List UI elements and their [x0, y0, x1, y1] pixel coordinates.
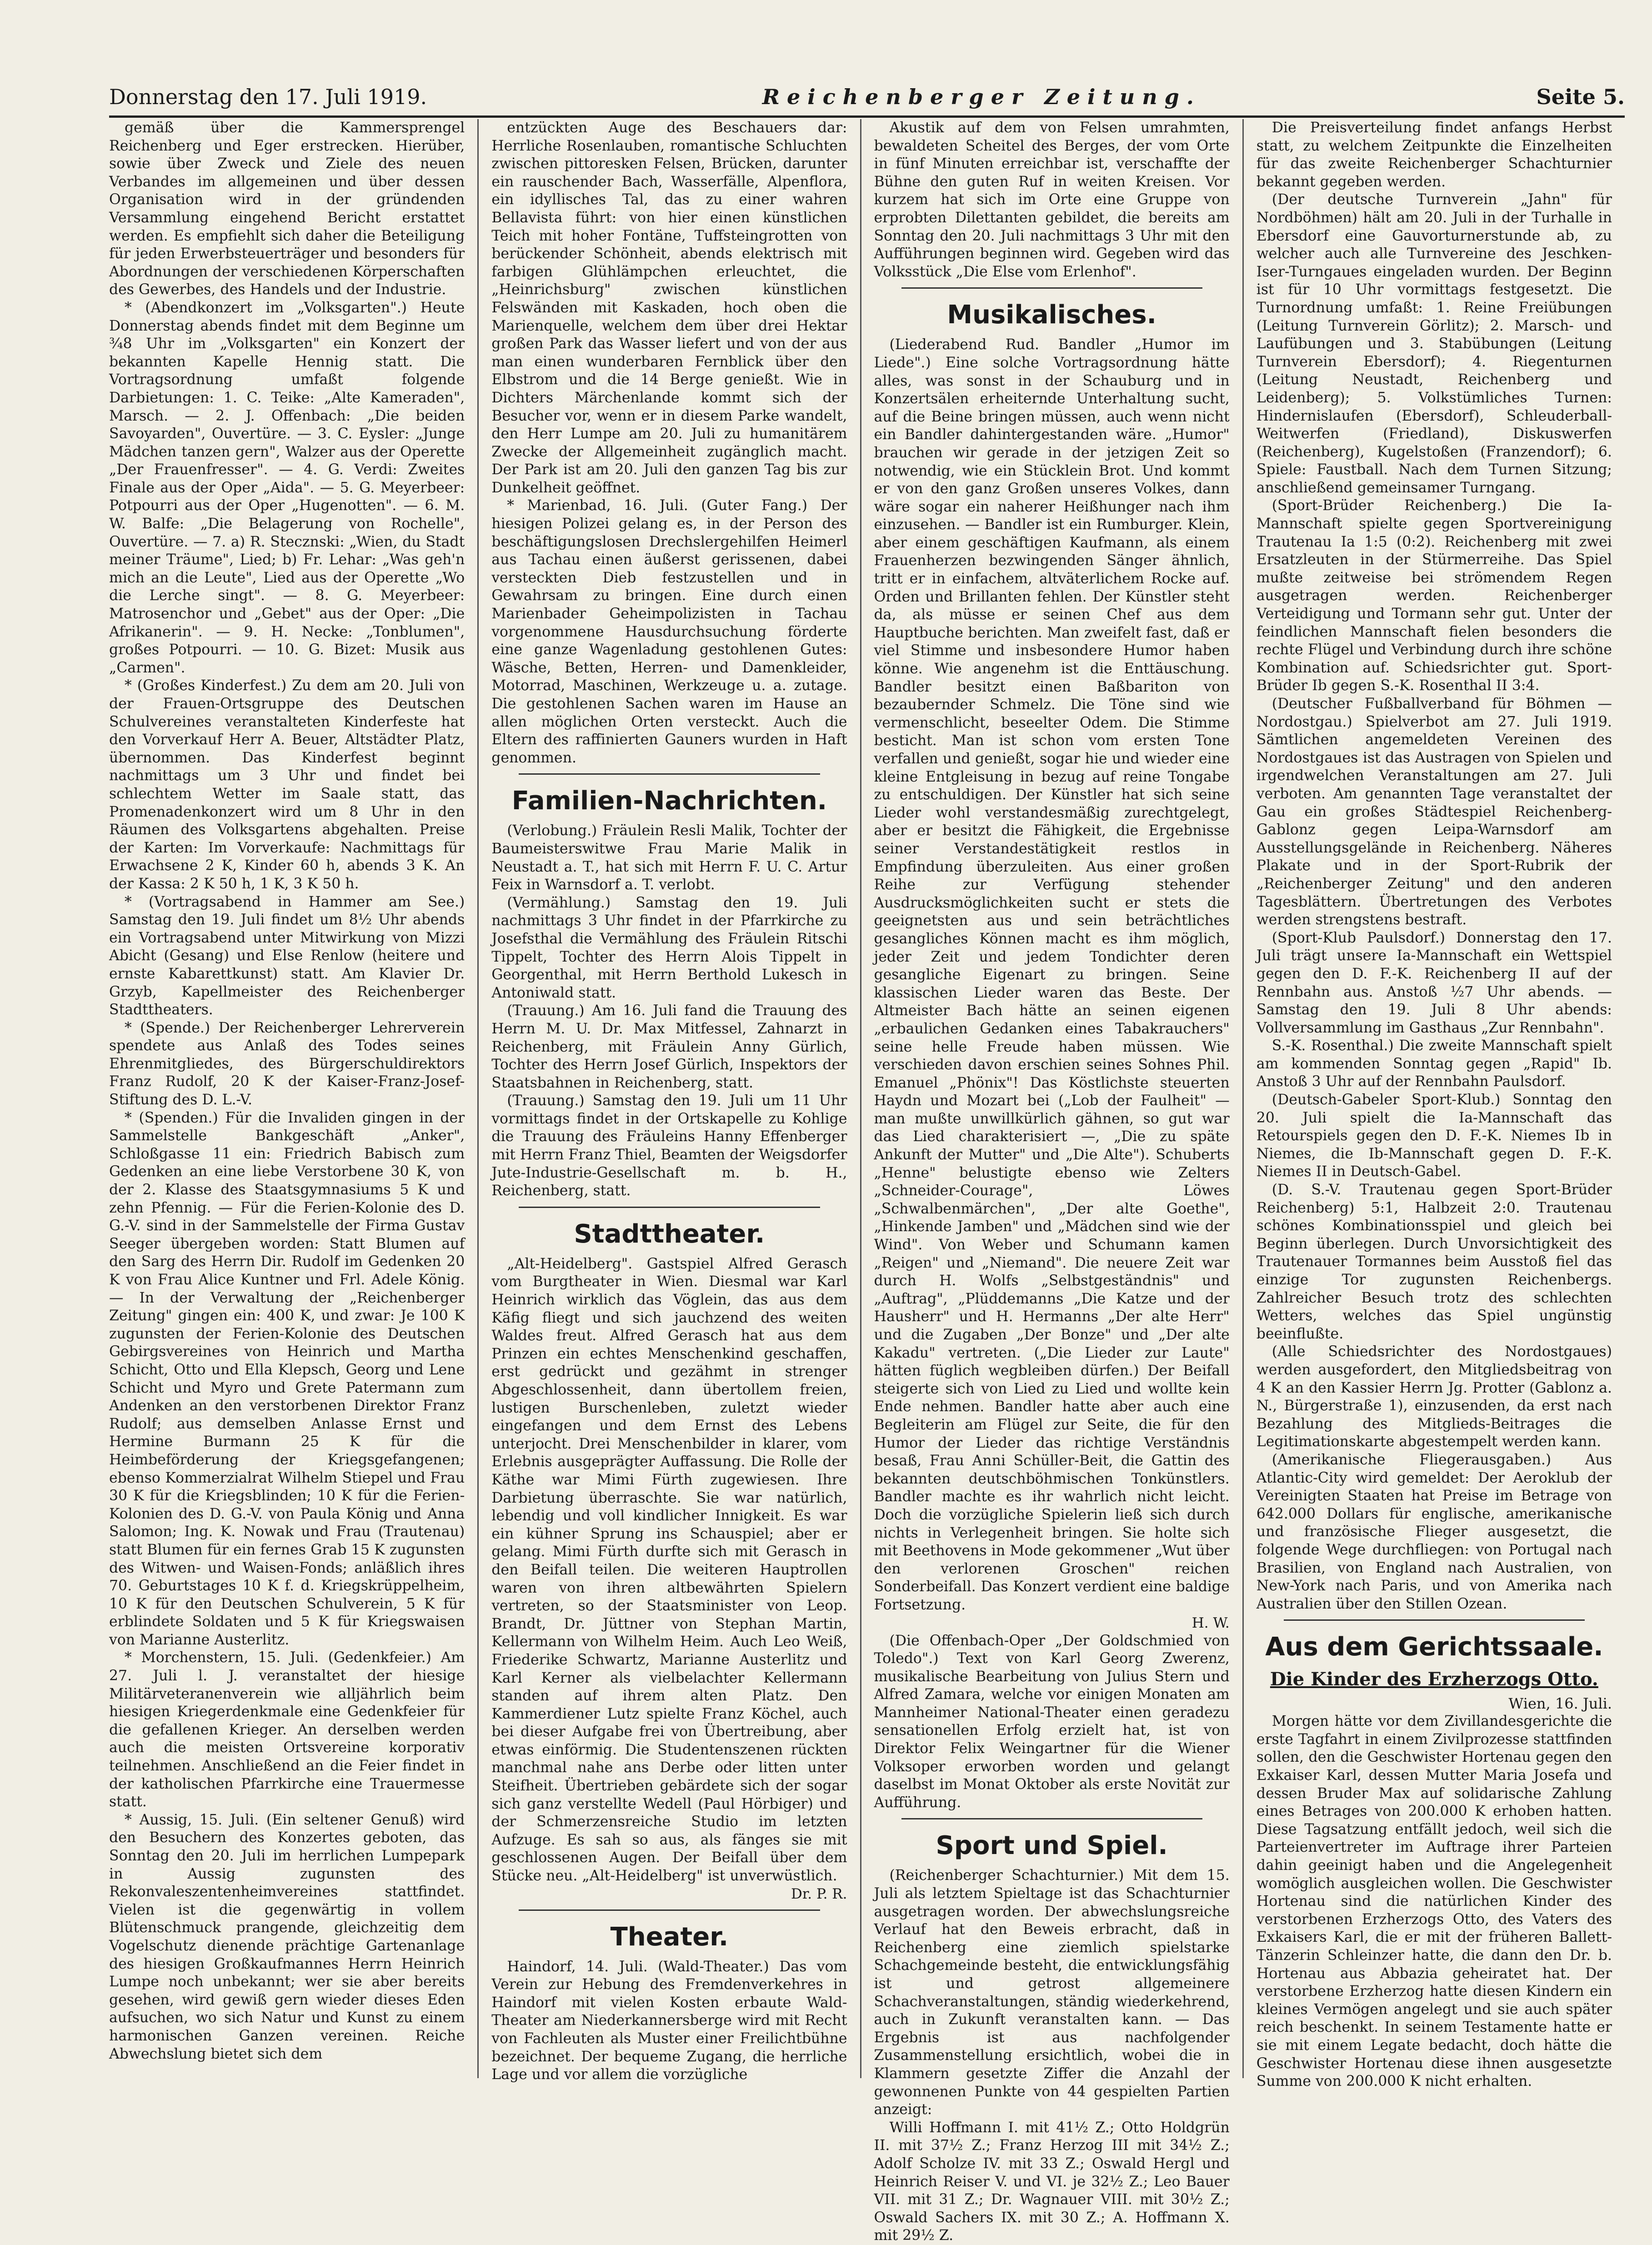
article-paragraph: * (Spende.) Der Reichenberger Lehrerverein spendete aus Anlaß des Todes seines Ehrenmitgliedes, des Bürgerschuldirektors Franz Rudolf, 20 K der Kaiser-Franz-Josef-Stiftung des D. L.-V.: [109, 1019, 465, 1108]
article-paragraph: (Amerikanische Fliegerausgaben.) Aus Atlantic-City wird gemeldet: Der Aeroklub der Vereinigten Staaten hat Preise im Betrage von 642.000 Dollars für englische, amerikanische und französische Flieger ausgesetzt, die folgende Wege durchfliegen: von Portugal nach Brasilien, von England nach Australien, von New-York nach Paris, und von Amerika nach Australien über den Stillen Ozean.: [1256, 1451, 1612, 1612]
article-paragraph: * Marienbad, 16. Juli. (Guter Fang.) Der hiesigen Polizei gelang es, in der Person des beschäftigungslosen Drechslergehilfen Heimerl aus Tachau einen äußerst gerissenen, dabei versteckten Dieb festzustellen und in Gewahrsam zu bringen. Eine durch einen Marienbader Geheimpolizisten in Tachau vorgenommene Hausdurchsuchung förderte eine ganze Wagenladung gestohlenen Gutes: Wäsche, Betten, Herren- und Damenkleider, Motorrad, Maschinen, Werkzeuge u. a. zutage. Die gestohlenen Sachen waren im Hause an allen möglichen Orten versteckt. Auch die Eltern des raffinierten Gauners wurden in Haft genommen.: [491, 497, 847, 766]
section-divider: [519, 1207, 820, 1208]
article-paragraph: entzückten Auge des Beschauers dar: Herrliche Rosenlauben, romantische Schluchten zwischen pittoresken Felsen, Brücken, darunter ein rauschender Bach, Wasserfälle, Alpenflora, ein idyllisches Tal, das zu einer wahren Bellavista führt: von hier einen künstlichen Teich mit hoher Fontäne, Tuffsteingrotten von berückender Schönheit, abends elektrisch mit farbigen Glühlämpchen erleuchtet, die „Heinrichsburg" zwischen künstlichen Felswänden mit Kaskaden, hoch oben die Marienquelle, welchem dem über drei Hektar großen Park das Wasser liefert und von der aus man einen wunderbaren Fernblick über den Elbstrom und die 14 Berge genießt. Wie in Dichters Märchenlande kommt sich der Besucher vor, wenn er in diesem Parke wandelt, den Herr Lumpe am 20. Juli zu humanitärem Zwecke der Allgemeinheit zugänglich macht. Der Park ist am 20. Juli den ganzen Tag bis zur Dunkelheit geöffnet.: [491, 120, 847, 496]
article-paragraph: S.-K. Rosenthal.) Die zweite Mannschaft spielt am kommenden Sonntag gegen „Rapid" Ib. Anstoß 3 Uhr auf der Rennbahn Paulsdorf.: [1256, 1037, 1612, 1090]
article-dateline: Wien, 16. Juli.: [1508, 1695, 1612, 1713]
article-paragraph: (Liederabend Rud. Bandler „Humor im Liede".) Eine solche Vortragsordnung hätte alles, was sonst in der Schauburg und in Konzertsälen erheiternde Unterhaltung sucht, auf die Beine bringen müssen, auch wenn nicht ein Bandler dahintergestanden wäre. „Humor" brauchen wir gerade in der jetzigen Zeit so notwendig, wie ein Stücklein Brot. Und kommt er von den ganz Großen unseres Volkes, dann wäre sogar ein naherer Heißhunger nach ihm einzusehen. — Bandler ist ein Rumburger. Klein, aber einem geschäftigen Kaufmann, als einem Frauenherzen bezwingenden Sänger ähnlich, tritt er in einfachem, altväterlichem Rocke auf. Orden und Brillanten fehlen. Der Künstler steht da, als müsse er seinen Chef aus dem Hauptbuche berichten. Man zweifelt fast, daß er viel Stimme und insbesondere Humor haben könne. Wie angenehm ist die Enttäuschung. Bandler besitzt einen Baßbariton von bezaubernder Schmelz. Die Töne sind wie vermenschlicht, beseelter Odem. Die Stimme besticht. Man ist schon vom ersten Tone verfallen und genießt, sogar hie und wieder eine kleine Entgleisung in bezug auf reine Tongabe zu entschuldigen. Der Künstler hat sich seine Lieder wohl verstandesmäßig zurechtgelegt, aber er besitzt die Fähigkeit, die Ergebnisse seiner Verstandestätigkeit restlos in Empfindung überzuleiten. Aus einer großen Reihe zur Verfügung stehender Ausdrucksmöglichkeiten sucht er stets die geeignetsten aus und sein beträchtliches gesangliches Können macht es ihm möglich, jeder Zeit und jedem Tondichter deren gesangliche Eigenart zu bringen. Seine klassischen Lieder waren das Beste. Der Altmeister Bach hätte an seinen eigenen „erbaulichen Gedanken eines Tabakrauchers" seine helle Freude haben müssen. Wie verschieden davon erschien seines Sohnes Phil. Emanuel „Phönix"! Das Köstlichste steuerten Haydn und Mozart bei („Lob der Faulheit" — man mußte unwillkürlich gähnen, so gut war das Lied charakterisiert —, „Die zu späte Ankunft der Mutter" und „Die Alte"). Schuberts „Henne" belustigte ebenso wie Zelters „Schneider-Courage", Löwes „Schwalbenmärchen", „Der alte Goethe", „Hinkende Jamben" und „Mädchen sind wie der Wind". Von Weber und Schumann kamen „Reigen" und „Niemand". Die neuere Zeit war durch H. Wolfs „Selbstgeständnis" und „Auftrag", „Plüddemanns „Die Katze und der Hausherr" und H. Hermanns „Der alte Herr" und die Zugaben „Der Bonze" und „Der alte Kakadu" vertreten. („Die Lieder zur Laute" hätten füglich wegbleiben dürfen.) Der Beifall steigerte sich von Lied zu Lied und wollte kein Ende nehmen. Bandler hatte aber auch eine Begleiterin am Flügel zur Seite, die für den Humor der Lieder das richtige Verständnis besaß, Frau Anni Schüller-Beit, die Gattin des bekannten deutschböhmischen Tonkünstlers. Bandler machte es ihr wahrlich nicht leicht. Doch die vorzügliche Spielerin ließ sich durch nichts in Verlegenheit bringen. Sie holte sich mit Beethovens in Mode gekommener „Wut über den verlorenen Groschen" reichen Sonderbeifall. Das Konzert verdient eine baldige Fortsetzung.: [874, 336, 1230, 1613]
article-paragraph: (Trauung.) Am 16. Juli fand die Trauung des Herrn M. U. Dr. Max Mitfessel, Zahnarzt in Reichenberg, mit Fräulein Anny Gürlich, Tochter des Herrn Josef Gürlich, Inspektors der Staatsbahnen in Reichenberg, statt.: [491, 1002, 847, 1091]
section-divider: [519, 1909, 820, 1911]
text-columns: [109, 119, 1625, 2244]
article-paragraph: Morgen hätte vor dem Zivillandesgerichte die erste Tagfahrt in einem Zivilprozesse stattfinden sollen, den die Geschwister Hortenau gegen den Exkaiser Karl, dessen Mutter Maria Josefa und dessen Bruder Max auf solidarische Zahlung eines Betrages von 200.000 K erhoben hatten. Diese Tagsatzung entfällt jedoch, weil sich die Parteienvertreter im Auftrage ihrer Parteien dahin geeinigt haben und die Angelegenheit womöglich ausgleichen wollen. Die Geschwister Hortenau sind die natürlichen Kinder des verstorbenen Erzherzogs Otto, des Vaters des Exkaisers Karl, die er mit der früheren Ballett-Tänzerin Schleinzer hatte, die dann den Dr. b. Hortenau aus Abbazia geheiratet hat. Der verstorbene Erzherzog hatte diesen Kindern ein kleines Vermögen angelegt und sie auch später reich beschenkt. In seinem Testamente hatte er sie mit einem Legate bedacht, doch hätte die Geschwister Hortenau diese ihnen ausgesetzte Summe von 200.000 K nicht erhalten.: [1256, 1713, 1612, 2090]
section-heading-family: Familien-Nachrichten.: [511, 786, 827, 816]
article-paragraph: (Vermählung.) Samstag den 19. Juli nachmittags 3 Uhr findet in der Pfarrkirche zu Josefsthal die Vermählung des Fräulein Ritschi Tippelt, Tochter des Herrn Alois Tippelt in Georgenthal, mit Herrn Berthold Lukesch in Antoniwald statt.: [491, 894, 847, 1001]
section-heading-music: Musikalisches.: [947, 300, 1156, 330]
header-page-number: Seite 5.: [1536, 85, 1625, 109]
section-divider: [901, 287, 1202, 289]
article-paragraph: (Deutsch-Gabeler Sport-Klub.) Sonntag den 20. Juli spielt die Ia-Mannschaft das Retourspiels gegen den D. F.-K. Niemes Ib in Niemes, die Ib-Mannschaft gegen D. F.-K. Niemes II in Deutsch-Gabel.: [1256, 1092, 1612, 1180]
section-divider: [901, 1818, 1202, 1819]
article-paragraph: * (Vortragsabend in Hammer am See.) Samstag den 19. Juli findet um 8½ Uhr abends ein Vortragsabend unter Mitwirkung von Mizzi Abicht (Gesang) und Else Renlow (heitere und ernste Kabarettkunst) statt. Am Klavier Dr. Grzyb, Kapellmeister des Reichenberger Stadttheaters.: [109, 893, 465, 1018]
section-heading-court: Aus dem Gerichtssaale.: [1265, 1632, 1603, 1662]
article-paragraph: (Trauung.) Samstag den 19. Juli um 11 Uhr vormittags findet in der Ortskapelle zu Kohlige die Trauung des Fräuleins Hanny Effenberger mit Herrn Franz Thiel, Beamten der Weigsdorfer Jute-Industrie-Gesellschaft m. b. H., Reichenberg, statt.: [491, 1092, 847, 1199]
column-3: [861, 119, 1244, 2244]
article-paragraph: (Reichenberger Schachturnier.) Mit dem 15. Juli als letztem Spieltage ist das Schachturnier ausgetragen worden. Der abwechslungsreiche Verlauf hat den Beweis erbracht, daß in Reichenberg eine ziemlich spielstarke Schachgemeinde besteht, die entwicklungsfähig ist und getrost allgemeinere Schachveranstaltungen, ständig wiederkehrend, auch in Zukunft veranstalten kann. — Das Ergebnis ist aus nachfolgender Zusammenstellung ersichtlich, wobei die in Klammern gesetzte Ziffer die Anzahl der gewonnenen Punkte von 44 gespielten Partien anzeigt:: [874, 1867, 1230, 2118]
article-paragraph: gemäß über die Kammersprengel Reichenberg und Eger erstrecken. Hierüber, sowie über Zweck und Ziele des neuen Verbandes im allgemeinen und über dessen Organisation wird in der gründenden Versammlung eingehend Bericht erstattet werden. Es empfiehlt sich daher die Beteiligung für jeden Erwerbsteuerträger und besonders für Abordnungen der verschiedenen Körperschaften des Gewerbes, des Handels und der Industrie.: [109, 120, 465, 298]
column-4: [1244, 119, 1625, 2090]
article-paragraph: * (Abendkonzert im „Volksgarten".) Heute Donnerstag abends findet mit dem Beginne um ¾8 Uhr im „Volksgarten" ein Konzert der bekannten Kapelle Hennig statt. Die Vortragsordnung umfaßt folgende Darbietungen: 1. C. Teike: „Alte Kameraden", Marsch. — 2. J. Offenbach: „Die beiden Savoyarden", Ouvertüre. — 3. C. Eysler: „Junge Mädchen tanzen gern", Walzer aus der Operette „Der Frauenfresser". — 4. G. Verdi: Zweites Finale aus der Oper „Aida". — 5. G. Meyerbeer: Potpourri aus der Oper „Hugenotten". — 6. M. W. Balfe: „Die Belagerung von Rochelle", Ouvertüre. — 7. a) R. Stecznski: „Wien, du Stadt meiner Träume", Lied; b) Fr. Lehar: „Was geh'n mich an die Leute", Lied aus der Operette „Wo die Lerche singt". — 8. G. Meyerbeer: Matrosenchor und „Gebet" aus der Oper: „Die Afrikanerin". — 9. H. Necke: „Tonblumen", großes Potpourri. — 10. G. Bizet: Musik aus „Carmen".: [109, 299, 465, 676]
article-paragraph: „Alt-Heidelberg". Gastspiel Alfred Gerasch vom Burgtheater in Wien. Diesmal war Karl Heinrich wirklich das Vöglein, das aus dem Käfig fliegt und sich jauchzend des weiten Waldes freut. Alfred Gerasch hat aus dem Prinzen ein echtes Menschenkind geschaffen, erst gedrückt und gezähmt in strenger Abgeschlossenheit, dann übertollem freien, lustigen Burschenleben, zuletzt wieder eingefangen und dem Ernst des Lebens unterjocht. Drei Menschenbilder in klarer, vom Erlebnis ausgeprägter Auffassung. Die Rolle der Käthe war Mimi Fürth zugewiesen. Ihre Darbietung überraschte. Sie war natürlich, lebendig und voll kindlicher Innigkeit. Es war ein kühner Sprung ins Schauspiel; aber er gelang. Mimi Fürth durfte sich mit Gerasch in den Beifall teilen. Die weiteren Hauptrollen waren von ihren altbewährten Spielern vertreten, so der Staatsminister von Leop. Brandt, Dr. Jüttner von Stephan Martin, Kellermann von Wilhelm Heim. Auch Leo Weiß, Friederike Schwartz, Marianne Austerlitz und Karl Kerner als vielbelachter Kellermann standen auf ihrem alten Platz. Den Kammerdiener Lutz spielte Franz Köchel, auch bei dieser Aufgabe frei von Übertreibung, aber etwas einförmig. Die Studentenszenen rückten manchmal nahe ans Derbe oder litten unter Steifheit. Übertrieben gebärdete sich der sogar sich ganz verstellte Wedell (Paul Hörbiger) und der Schmerzensreiche Studio im letzten Aufzuge. Es sah so aus, als fänges sie mit geschlossenen Augen. Der Beifall über dem Stücke neu. „Alt-Heidelberg" ist unverwüstlich.: [491, 1255, 847, 1884]
article-paragraph: (D. S.-V. Trautenau gegen Sport-Brüder Reichenberg) 5:1, Halbzeit 2:0. Trautenau schönes Kombinationsspiel und gleich bei Beginn überlegen. Durch Unvorsichtigkeit des Trautenauer Tormannes beim Ausstoß fiel das einzige Tor zugunsten Reichenbergs. Zahlreicher Besuch trotz des schlechten Wetters, welches das Spiel ungünstig beeinflußte.: [1256, 1182, 1612, 1342]
column-2: [479, 119, 861, 2083]
article-paragraph: (Die Offenbach-Oper „Der Goldschmied von Toledo".) Text von Karl Georg Zwerenz, musikalische Bearbeitung von Julius Stern und Alfred Zamara, welche vor einigen Monaten am Mannheimer National-Theater einen geradezu sensationellen Erfolg erzielt hat, ist von Direktor Felix Weingartner für die Wiener Volksoper erworben worden und gelangt daselbst im Monat Oktober als erste Novität zur Aufführung.: [874, 1632, 1230, 1811]
article-paragraph: (Alle Schiedsrichter des Nordostgaues) werden ausgefordert, den Mitgliedsbeitrag von 4 K an den Kassier Herrn Jg. Protter (Gablonz a. N., Bürgerstraße 1), einzusenden, da erst nach Bezahlung des Mitglieds-Beitrages die Legitimationskarte abgestempelt werden kann.: [1256, 1343, 1612, 1450]
header-masthead: Reichenberger Zeitung.: [762, 85, 1201, 109]
column-1: [109, 119, 479, 2078]
article-paragraph: Willi Hoffmann I. mit 41½ Z.; Otto Holdgrün II. mit 37½ Z.; Franz Herzog III mit 34½ Z.; Adolf Scholze IV. mit 33 Z.; Oswald Hergl und Heinrich Reiser V. und VI. je 32½ Z.; Leo Bauer VII. mit 31 Z.; Dr. Wagnauer VIII. mit 30½ Z.; Oswald Sachers IX. mit 30 Z.; A. Hoffmann X. mit 29½ Z.: [874, 2119, 1230, 2244]
article-paragraph: Akustik auf dem von Felsen umrahmten, bewaldeten Scheitel des Berges, der vom Orte in fünf Minuten erreichbar ist, verschaffte der Bühne den guten Ruf in weiten Kreisen. Vor kurzem hat sich im Orte eine Gruppe von erprobten Dilettanten gebildet, die bereits am Sonntag den 20. Juli nachmittags 3 Uhr mit den Aufführungen beginnen wird. Gegeben wird das Volksstück „Die Else vom Erlenhof".: [874, 120, 1230, 280]
article-paragraph: (Sport-Brüder Reichenberg.) Die Ia-Mannschaft spielte gegen Sportvereinigung Trautenau Ia 1:5 (0:2). Reichenberg mit zwei Ersatzleuten in der Stürmerreihe. Das Spiel mußte zeitweise bei strömendem Regen ausgetragen werden. Reichenberger Verteidigung und Tormann sehr gut. Unter der feindlichen Mannschaft fielen besonders die rechte Flügel und Verbindung durch ihre schöne Kombination auf. Schiedsrichter gut. Sport-Brüder Ib gegen S.-K. Rosenthal II 3:4.: [1256, 497, 1612, 694]
article-paragraph: (Verlobung.) Fräulein Resli Malik, Tochter der Baumeisterswitwe Frau Marie Malik in Neustadt a. T., hat sich mit Herrn F. U. C. Artur Feix in Warnsdorf a. T. verlobt.: [491, 822, 847, 893]
article-paragraph: * (Spenden.) Für die Invaliden gingen in der Sammelstelle Bankgeschäft „Anker", Schloßgasse 11 ein: Friedrich Babisch zum Gedenken an eine liebe Verstorbene 30 K, von der 2. Klasse des Staatsgymnasiums 5 K und zehn Pfennig. — Für die Ferien-Kolonie des D. G.-V. sind in der Sammelstelle der Firma Gustav Seeger übergeben worden: Statt Blumen auf den Sarg des Herrn Dir. Rudolf im Gedenken 20 K von Frau Alice Kuntner und Frl. Adele König. — In der Verwaltung der „Reichenberger Zeitung" gingen ein: 400 K, und zwar: Je 100 K zugunsten der Ferien-Kolonie des Deutschen Gebirgsvereines von Heinrich und Martha Schicht, Otto und Ella Klepsch, Georg und Lene Schicht und Myro und Grete Patermann zum Andenken an den verstorbenen Direktor Franz Rudolf; aus demselben Anlasse Ernst und Hermine Burmann 25 K für die Heimbeförderung der Kriegsgefangenen; ebenso Kommerzialrat Wilhelm Stiepel und Frau 30 K für die Kriegsblinden; 10 K für die Ferien-Kolonien des D. G.-V. von Paula König und Anna Salomon; Ing. K. Nowak und Frau (Trautenau) statt Blumen für ein fernes Grab 15 K zugunsten des Witwen- und Waisen-Fonds; anläßlich ihres 70. Geburtstages 10 K f. d. Kriegskrüppelheim, 10 K für den Deutschen Schulverein, 5 K für erblindete Soldaten und 5 K für Kriegswaisen von Marianne Austerlitz.: [109, 1109, 465, 1648]
article-signature: Dr. P. R.: [791, 1885, 847, 1902]
article-paragraph: (Deutscher Fußballverband für Böhmen — Nordostgau.) Spielverbot am 27. Juli 1919. Sämtlichen angemeldeten Vereinen des Nordostgaues ist das Austragen von Spielen und irgendwelchen Veranstaltungen am 27. Juli verboten. Am genannten Tage veranstaltet der Gau ein großes Städtespiel Reichenberg-Gablonz gegen Leipa-Warnsdorf am Ausstellungsgelände in Reichenberg. Näheres Plakate und in der Sport-Rubrik der „Reichenberger Zeitung" und den anderen Tagesblättern. Übertretungen des Verbotes werden strengstens bestraft.: [1256, 696, 1612, 928]
article-paragraph: Haindorf, 14. Juli. (Wald-Theater.) Das vom Verein zur Hebung des Fremdenverkehres in Haindorf mit vielen Kosten erbaute Wald-Theater am Niederkannersberge wird mit Recht von Fachleuten als Muster einer Freilichtbühne bezeichnet. Der bequeme Zugang, die herrliche Lage und vor allem die vorzügliche: [491, 1958, 847, 2083]
article-paragraph: Die Preisverteilung findet anfangs Herbst statt, zu welchem Zeitpunkte die Einzelheiten für das zweite Reichenberger Schachturnier bekannt gegeben werden.: [1256, 120, 1612, 190]
section-divider: [519, 773, 820, 775]
article-headline: Die Kinder des Erzherzogs Otto.: [1270, 1669, 1598, 1690]
section-divider: [1284, 1619, 1585, 1621]
section-heading-sport: Sport und Spiel.: [936, 1831, 1168, 1861]
article-signature: H. W.: [1191, 1614, 1230, 1631]
article-paragraph: (Sport-Klub Paulsdorf.) Donnerstag den 17. Juli trägt unsere Ia-Mannschaft ein Wettspiel gegen den D. F.-K. Reichenberg II auf der Rennbahn aus. Anstoß ½7 Uhr abends. — Samstag den 19. Juli 8 Uhr abends: Vollversammlung im Gasthaus „Zur Rennbahn".: [1256, 929, 1612, 1036]
article-paragraph: * (Großes Kinderfest.) Zu dem am 20. Juli von der Frauen-Ortsgruppe des Deutschen Schulvereines veranstalteten Kinderfeste hat den Vorverkauf Herr A. Beuer, Altstädter Platz, übernommen. Das Kinderfest beginnt nachmittags um 3 Uhr und findet bei schlechtem Wetter im Saale statt, das Promenadenkonzert wird um 8 Uhr in den Räumen des Volksgartens abgehalten. Preise der Karten: Im Vorverkaufe: Nachmittags für Erwachsene 2 K, Kinder 60 h, abends 3 K. An der Kassa: 2 K 50 h, 1 K, 3 K 50 h.: [109, 677, 465, 892]
section-heading-theater: Theater.: [610, 1922, 729, 1952]
header-date: Donnerstag den 17. Juli 1919.: [109, 85, 427, 109]
article-paragraph: (Der deutsche Turnverein „Jahn" für Nordböhmen) hält am 20. Juli in der Turhalle in Ebersdorf eine Gauvorturnerstunde ab, zu welcher auch alle Turnvereine des Jeschken-Iser-Turngaues eingeladen wurden. Der Beginn ist für 10 Uhr vormittags festgesetzt. Die Turnordnung umfaßt: 1. Reine Freiübungen (Leitung Turnverein Görlitz); 2. Marsch- und Laufübungen und 3. Stabübungen (Leitung Turnverein Ebersdorf); 4. Riegenturnen (Leitung Neustadt, Reichenberg und Leidenberg); 5. Volkstümliches Turnen: Hindernislaufen (Ebersdorf), Schleuderball-Weitwerfen (Friedland), Diskuswerfen (Reichenberg), Kugelstoßen (Franzendorf); 6. Spiele: Faustball. Nach dem Turnen Sitzung; anschließend gemeinsamer Turngang.: [1256, 191, 1612, 496]
section-heading-stadttheater: Stadttheater.: [574, 1219, 765, 1249]
article-paragraph: * Morchenstern, 15. Juli. (Gedenkfeier.) Am 27. Juli l. J. veranstaltet der hiesige Militärveteranenverein wie alljährlich beim hiesigen Kriegerdenkmale eine Gedenkfeier für die gefallenen Krieger. An derselben werden auch die meisten Ortsvereine korporativ teilnehmen. Anschließend an die Feier findet in der katholischen Pfarrkirche eine Trauermesse statt.: [109, 1649, 465, 1810]
article-paragraph: * Aussig, 15. Juli. (Ein seltener Genuß) wird den Besuchern des Konzertes geboten, das Sonntag den 20. Juli im herrlichen Lumpepark in Aussig zugunsten des Rekonvaleszentenheimvereines stattfindet. Vielen ist die gegenwärtig in vollem Blütenschmuck prangende, gleichzeitig dem Vogelschutz dienende prächtige Gartenanlage des hiesigen Großkaufmannes Herrn Heinrich Lumpe noch unbekannt; wer sie aber bereits gesehen, wird gewiß gern wieder dieses Eden aufsuchen, wo sich Natur und Kunst zu einem harmonischen Ganzen vereinen. Reiche Abwechslung bietet sich dem: [109, 1811, 465, 2062]
page-header: [109, 68, 1625, 118]
